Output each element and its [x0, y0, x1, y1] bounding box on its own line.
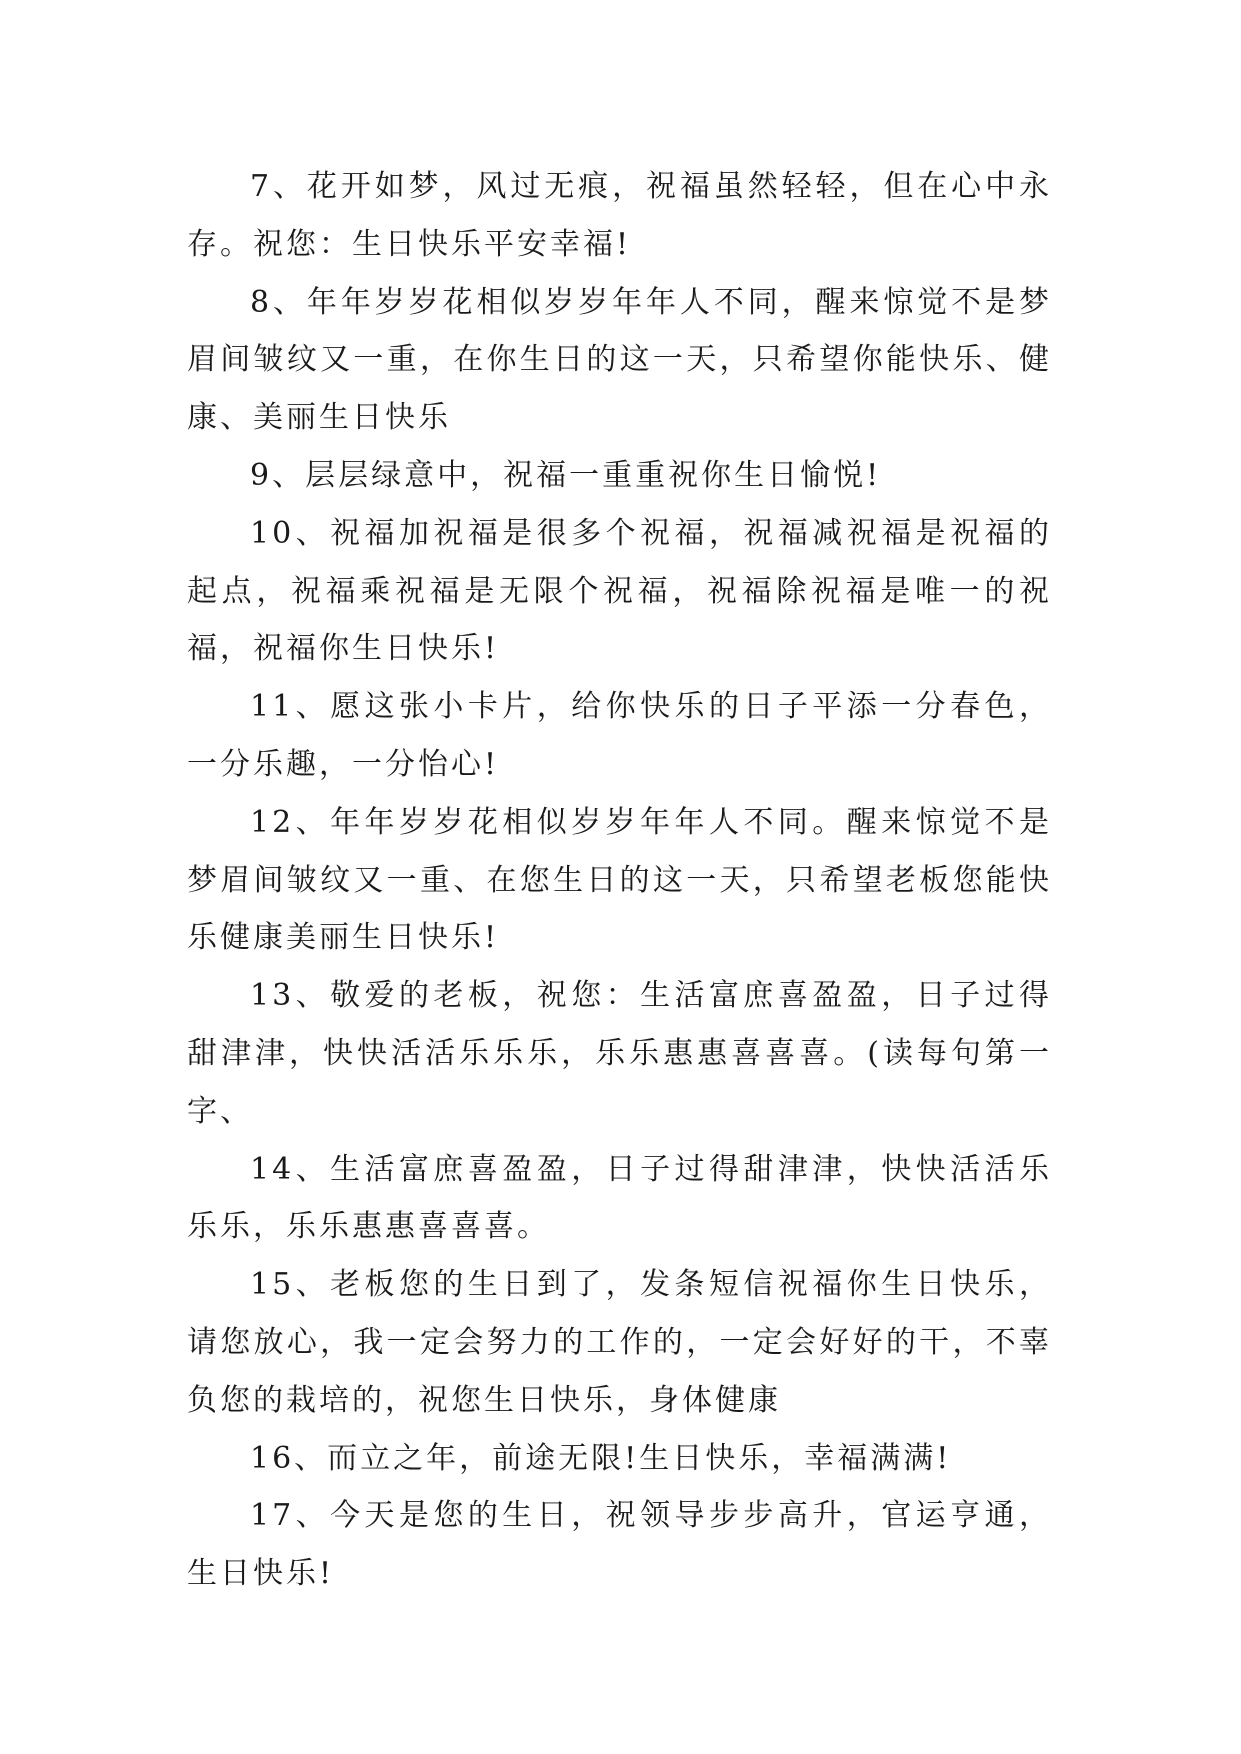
paragraph-14: 14、生活富庶喜盈盈，日子过得甜津津，快快活活乐乐乐，乐乐惠惠喜喜喜。	[187, 1151, 1052, 1245]
paragraph-15: 15、老板您的生日到了，发条短信祝福你生日快乐，请您放心，我一定会努力的工作的，一定会好好的干，不辜负您的栽培的，祝您生日快乐，身体健康	[187, 1267, 1052, 1418]
paragraph-10: 10、祝福加祝福是很多个祝福，祝福减祝福是祝福的起点，祝福乘祝福是无限个祝福，祝福除祝福是唯一的祝福，祝福你生日快乐!	[187, 515, 1052, 667]
paragraph-9: 9、层层绿意中，祝福一重重祝你生日愉悦!	[250, 457, 882, 493]
paragraph-13: 13、敬爱的老板，祝您：生活富庶喜盈盈，日子过得甜津津，快快活活乐乐乐，乐乐惠惠喜喜喜。(读每句第一字、	[187, 978, 1052, 1129]
paragraph-11: 11、愿这张小卡片，给你快乐的日子平添一分春色，一分乐趣，一分怡心!	[187, 689, 1052, 782]
paragraph-17: 17、今天是您的生日，祝领导步步高升，官运亨通，生日快乐!	[187, 1498, 1052, 1592]
paragraph-12: 12、年年岁岁花相似岁岁年年人不同。醒来惊觉不是梦眉间皱纹又一重、在您生日的这一天，只希望老板您能快乐健康美丽生日快乐!	[187, 804, 1052, 956]
paragraph-7: 7、花开如梦，风过无痕，祝福虽然轻轻，但在心中永存。祝您：生日快乐平安幸福!	[187, 169, 1052, 262]
paragraph-16: 16、而立之年，前途无限!生日快乐，幸福满满!	[250, 1440, 952, 1476]
document-body	[187, 158, 1052, 1603]
paragraph-8: 8、年年岁岁花相似岁岁年年人不同，醒来惊觉不是梦眉间皱纹又一重，在你生日的这一天，只希望你能快乐、健康、美丽生日快乐	[187, 284, 1052, 436]
